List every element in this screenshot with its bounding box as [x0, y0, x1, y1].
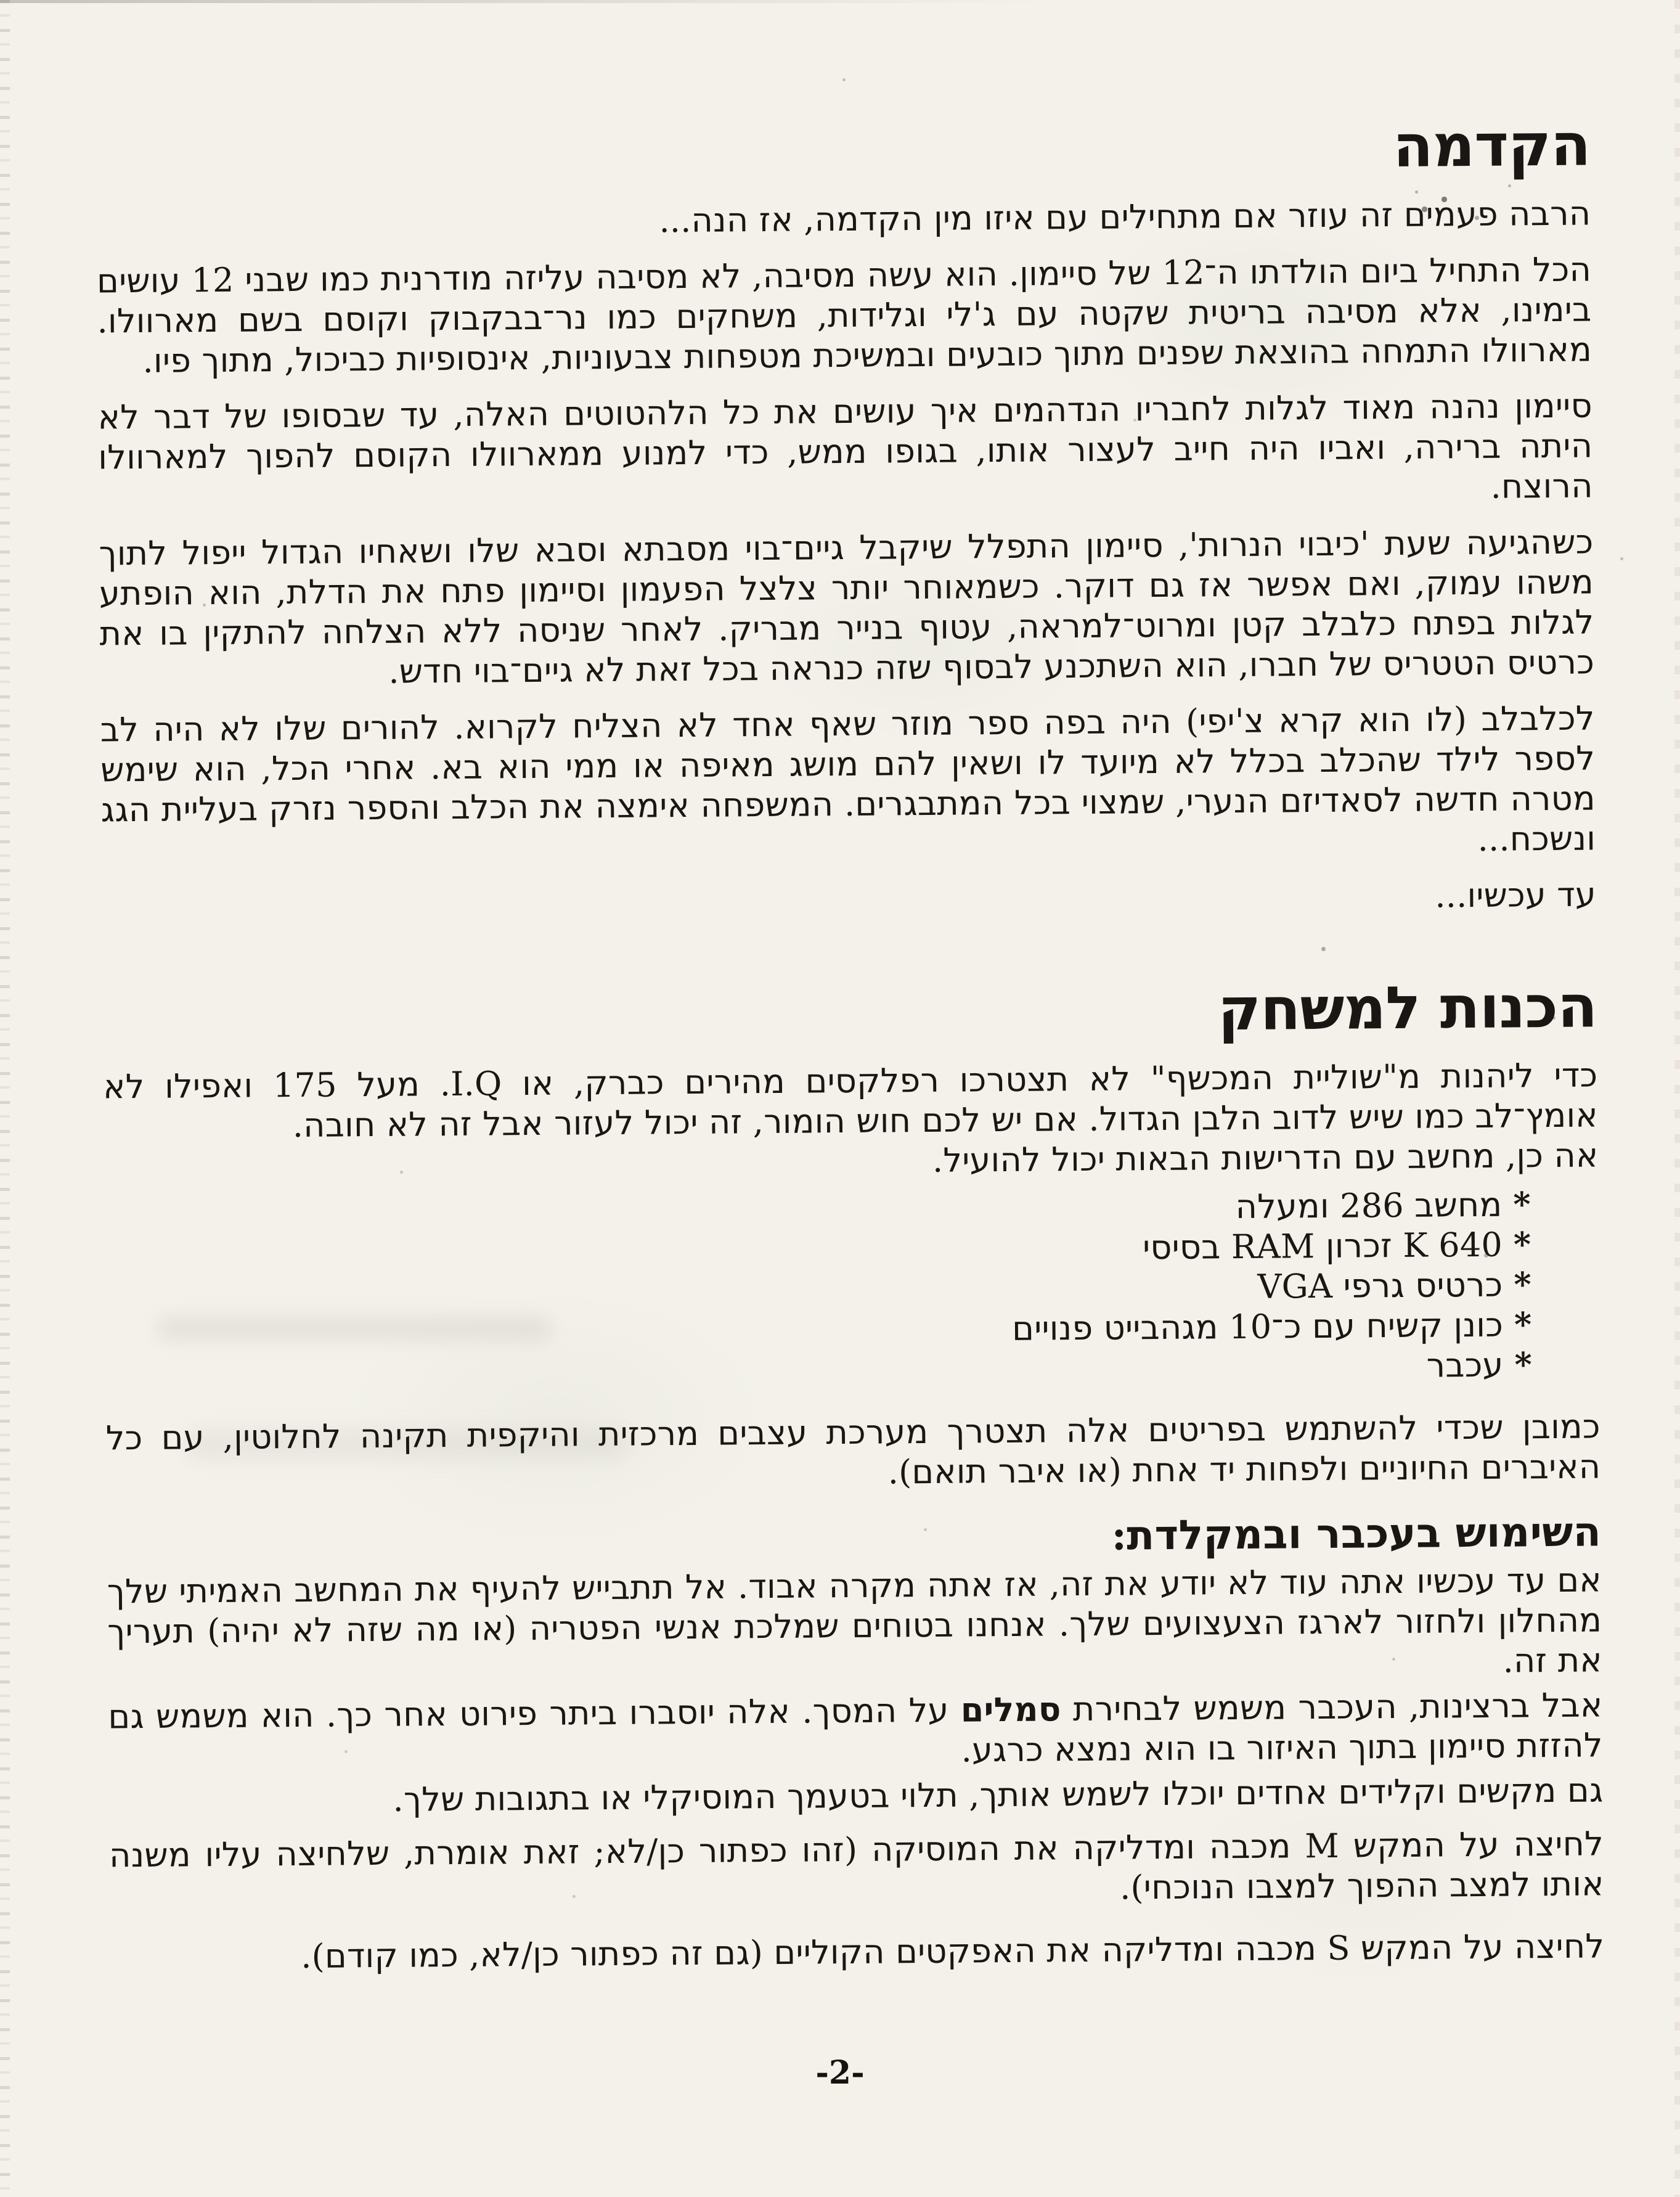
scan-noise-top-edge: [0, 0, 1042, 3]
intro-until-now-line: עד עכשיו...: [1435, 875, 1597, 915]
intro-paragraph-puppy-book: לכלבלב (לו הוא קרא צ'יפי) היה בפה ספר מוזר שאף אחד לא הצליח לקרוא. להורים שלו לא היה לב לספר לילד שהכלב בכלל לא מיועד לו ושאין להם מושג מאיפה או ממי הוא בא. אחרי הכל, הוא שימש מטרה חדשה לסאדיזם הנערי, שמצוי בכל המתבגרים. המשפחה אימצה את הכלב והספר נזרק בעליית הגג ונשכח...: [100, 698, 1596, 859]
preparations-paragraph-nervous-system: כמובן שכדי להשתמש בפריטים אלה תצטרך מערכת עצבים מרכזית והיקפית תקינה לחלוטין, עם כל האיברים החיוניים ולפחות יד אחת (או איבר תואם).: [105, 1407, 1601, 1492]
scan-noise-right-edge: [1674, 0, 1680, 2197]
asterisk-bullet-icon: *: [1513, 1224, 1531, 1264]
requirement-item-label: כרטיס גרפי VGA: [1257, 1265, 1503, 1306]
usage-paragraph-sound-key: לחיצה על המקש S מכבה ומדליקה את האפקטים הקוליים (גם זה כפתור כן/לא, כמו קודם).: [300, 1926, 1605, 1976]
bold-word-icons: סמלים: [960, 1689, 1061, 1730]
page-number: -2-: [815, 2054, 865, 2092]
asterisk-bullet-icon: *: [1514, 1264, 1532, 1304]
requirement-item-label: מחשב 286 ומעלה: [1235, 1185, 1503, 1227]
preparations-paragraph-requirements-intro: כדי ליהנות מ"שוליית המכשף" לא תצטרכו רפלקסים מהירים כברק, או I.Q. מעל 175 ואפילו לא אומץ־לב כמו שיש לדוב הלבן הגדול. אם יש לכם חוש הומור, זה יכול לעזור אבל זה לא חובה.: [103, 1055, 1598, 1145]
scan-noise-left-edge: [0, 0, 10, 2197]
intro-paragraph-opening: הרבה פעמים זה עוזר אם מתחילים עם איזו מין הקדמה, אז הנה...: [659, 194, 1591, 240]
section-heading-introduction: הקדמה: [1392, 110, 1591, 181]
usage-paragraph-part-before: אבל ברצינות, העכבר משמש לבחירת: [1061, 1685, 1603, 1729]
intro-paragraph-tricks: סיימון נהנה מאוד לגלות לחבריו הנדהמים איך עושים את כל הלהטוטים האלה, עד שבסופו של דבר לא היתה ברירה, ואביו היה חייב לעצור אותו, בגופו ממש, כדי למנוע ממארוולו הקוסם להפוך למארוולו הרוצח.: [97, 386, 1593, 506]
intro-paragraph-birthday: הכל התחיל ביום הולדתו ה־12 של סיימון. הוא עשה מסיבה, לא מסיבה עליזה מודרנית כמו שבני 12 עושים בימינו, אלא מסיבה בריטית שקטה עם ג'לי וגלידות, משחקים כמו נר־בבקבוק וקוסם בשם מארוולו. מארוולו התמחה בהוצאת שפנים מתוך כובעים ובמשיכת מטפחות צבעוניות, אינסופיות כביכול, מתוך פיו.: [96, 250, 1592, 380]
intro-paragraph-gameboy: כשהגיעה שעת 'כיבוי הנרות', סיימון התפלל שיקבל גיים־בוי מסבתא וסבא שלו ושאחיו הגדול ייפול לתוך משהו עמוק, ואם אפשר אז גם דוקר. כשמאוחר יותר צלצל הפעמון וסיימון פתח את הדלת, הוא הופתע לגלות בפתח כלבלב קטן ומרוט־למראה, עטוף בנייר מבריק. לאחר שניסה ללא הצלחה להתקין בו את כרטיס הטטריס של חברו, הוא השתכנע לבסוף שזה כנראה בכל זאת לא גיים־בוי חדש.: [99, 522, 1595, 691]
system-requirements-list: [104, 1184, 1600, 1396]
requirement-item-label: 640 K זכרון RAM בסיסי: [1142, 1225, 1503, 1267]
requirement-item-label: כונן קשיח עם כ־10 מגהבייט פנויים: [1011, 1305, 1504, 1348]
page-body-text: [96, 110, 1605, 1978]
asterisk-bullet-icon: *: [1514, 1344, 1533, 1385]
asterisk-bullet-icon: *: [1514, 1304, 1532, 1344]
usage-paragraph-mouse-icons: [108, 1685, 1603, 1777]
preparations-paragraph-oh-yes: אה כן, מחשב עם הדרישות הבאות יכול להועיל.: [932, 1135, 1599, 1180]
asterisk-bullet-icon: *: [1513, 1184, 1531, 1224]
usage-paragraph-music-key: לחיצה על המקש M מכבה ומדליקה את המוסיקה (זהו כפתור כן/לא; זאת אומרת, שלחיצה עליו משנה אותו למצב ההפוך למצבו הנוכחי).: [108, 1824, 1604, 1907]
usage-paragraph-part-after: על המסך. אלה יוסברו ביתר פירוט אחר כך. הוא משמש גם להזזת סיימון בתוך האיזור בו הוא נמצא כרגע.: [108, 1690, 1603, 1770]
section-heading-preparations: הכנות למשחק: [1217, 972, 1597, 1044]
usage-paragraph-lost-case: אם עד עכשיו אתה עוד לא יודע את זה, אז אתה מקרה אבוד. אל תתבייש להעיף את המחשב האמיתי שלך מהחלון ולחזור לארגז הצעצועים שלך. אנחנו בטוחים שמלכת אנשי הפטריה (או מה שזה לא יהיה) תעריך את זה.: [107, 1560, 1602, 1680]
usage-paragraph-keys: גם מקשים וקלידים אחדים יוכלו לשמש אותך, תלוי בטעמך המוסיקלי או בתגובות שלך.: [393, 1770, 1604, 1819]
subsection-heading-mouse-keyboard: השימוש בעכבר ובמקלדת:: [1111, 1507, 1602, 1560]
scan-speckles: [0, 0, 2, 2]
requirement-item-label: עכבר: [1426, 1345, 1504, 1385]
